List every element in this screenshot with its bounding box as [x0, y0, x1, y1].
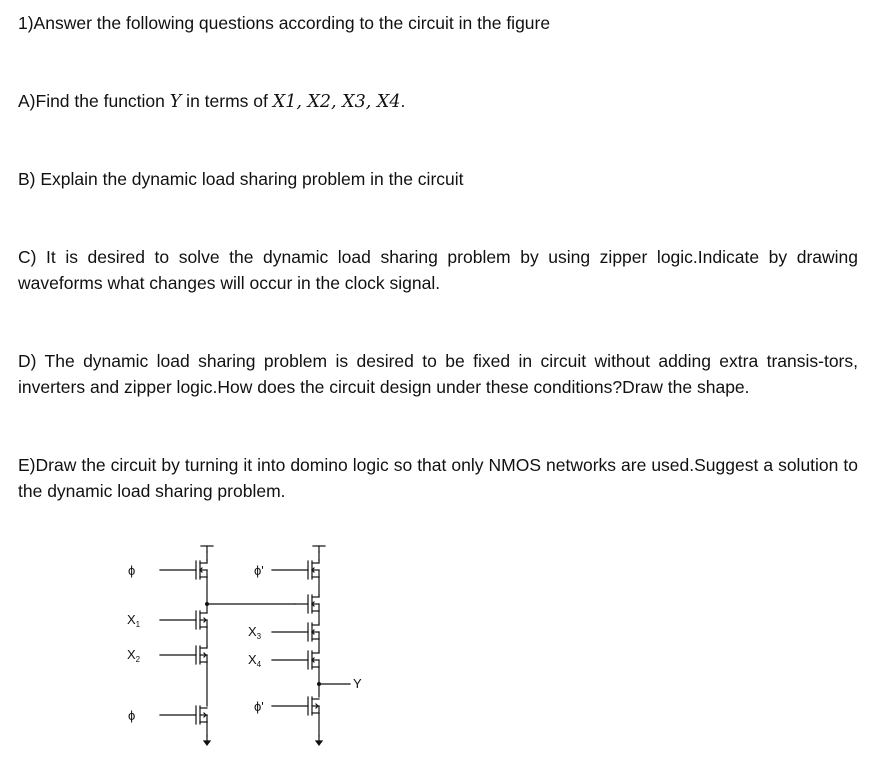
phi-prime-label-top: ϕ'	[254, 563, 264, 578]
x1-label: $X_1$	[127, 612, 141, 629]
ground-left-icon	[204, 736, 210, 745]
pmos-x3	[272, 623, 319, 641]
question-a-mid: in terms of	[181, 91, 273, 111]
question-c: C) It is desired to solve the dynamic load sharing problem by using zipper logic.Indicate by drawing waveforms what changes will occur in the clock signal.	[18, 247, 858, 293]
x3-label: $X_3$	[248, 624, 262, 641]
phi-label-bottom: ϕ	[128, 708, 136, 723]
pmos-feedback-right	[295, 595, 319, 613]
nmos-x1	[160, 604, 207, 629]
phi-label-top: ϕ	[128, 563, 136, 578]
question-a	[18, 88, 858, 115]
question-intro: 1)Answer the following questions according to the circuit in the figure	[18, 13, 551, 33]
phi-prime-label-bottom: ϕ'	[254, 699, 264, 714]
pmos-x4	[272, 651, 319, 669]
ground-right-icon	[316, 736, 322, 745]
question-a-suffix: .	[400, 91, 406, 111]
pmos-phi-left	[160, 560, 207, 579]
x4-label: $X_4$	[248, 652, 262, 669]
circuit-diagram	[0, 530, 886, 771]
question-a-vars: X1, X2, X3, X4	[272, 92, 401, 112]
nmos-x2	[160, 646, 207, 664]
question-e: E)Draw the circuit by turning it into domino logic so that only NMOS networks are used.Suggest a solution to the dynamic load sharing problem.	[18, 455, 858, 501]
junction-dot	[317, 682, 321, 686]
vdd-right-icon	[313, 546, 325, 552]
nmos-phi-left	[160, 706, 207, 724]
pmos-phi-prime-right	[272, 560, 319, 579]
junction-dot	[205, 602, 209, 606]
question-a-prefix: A)Find the function	[18, 91, 170, 111]
question-a-y: Y	[169, 92, 182, 112]
nmos-phi-prime-right	[272, 697, 319, 715]
vdd-left-icon	[201, 546, 213, 552]
output-y-label: Y	[353, 676, 362, 691]
question-d: D) The dynamic load sharing problem is desired to be fixed in circuit without adding extra transis-tors, inverters and zipper logic.How does the circuit design under these conditions?Draw the shape.	[18, 351, 858, 397]
x2-label: $X_2$	[127, 647, 141, 664]
question-b: B) Explain the dynamic load sharing problem in the circuit	[18, 169, 464, 189]
